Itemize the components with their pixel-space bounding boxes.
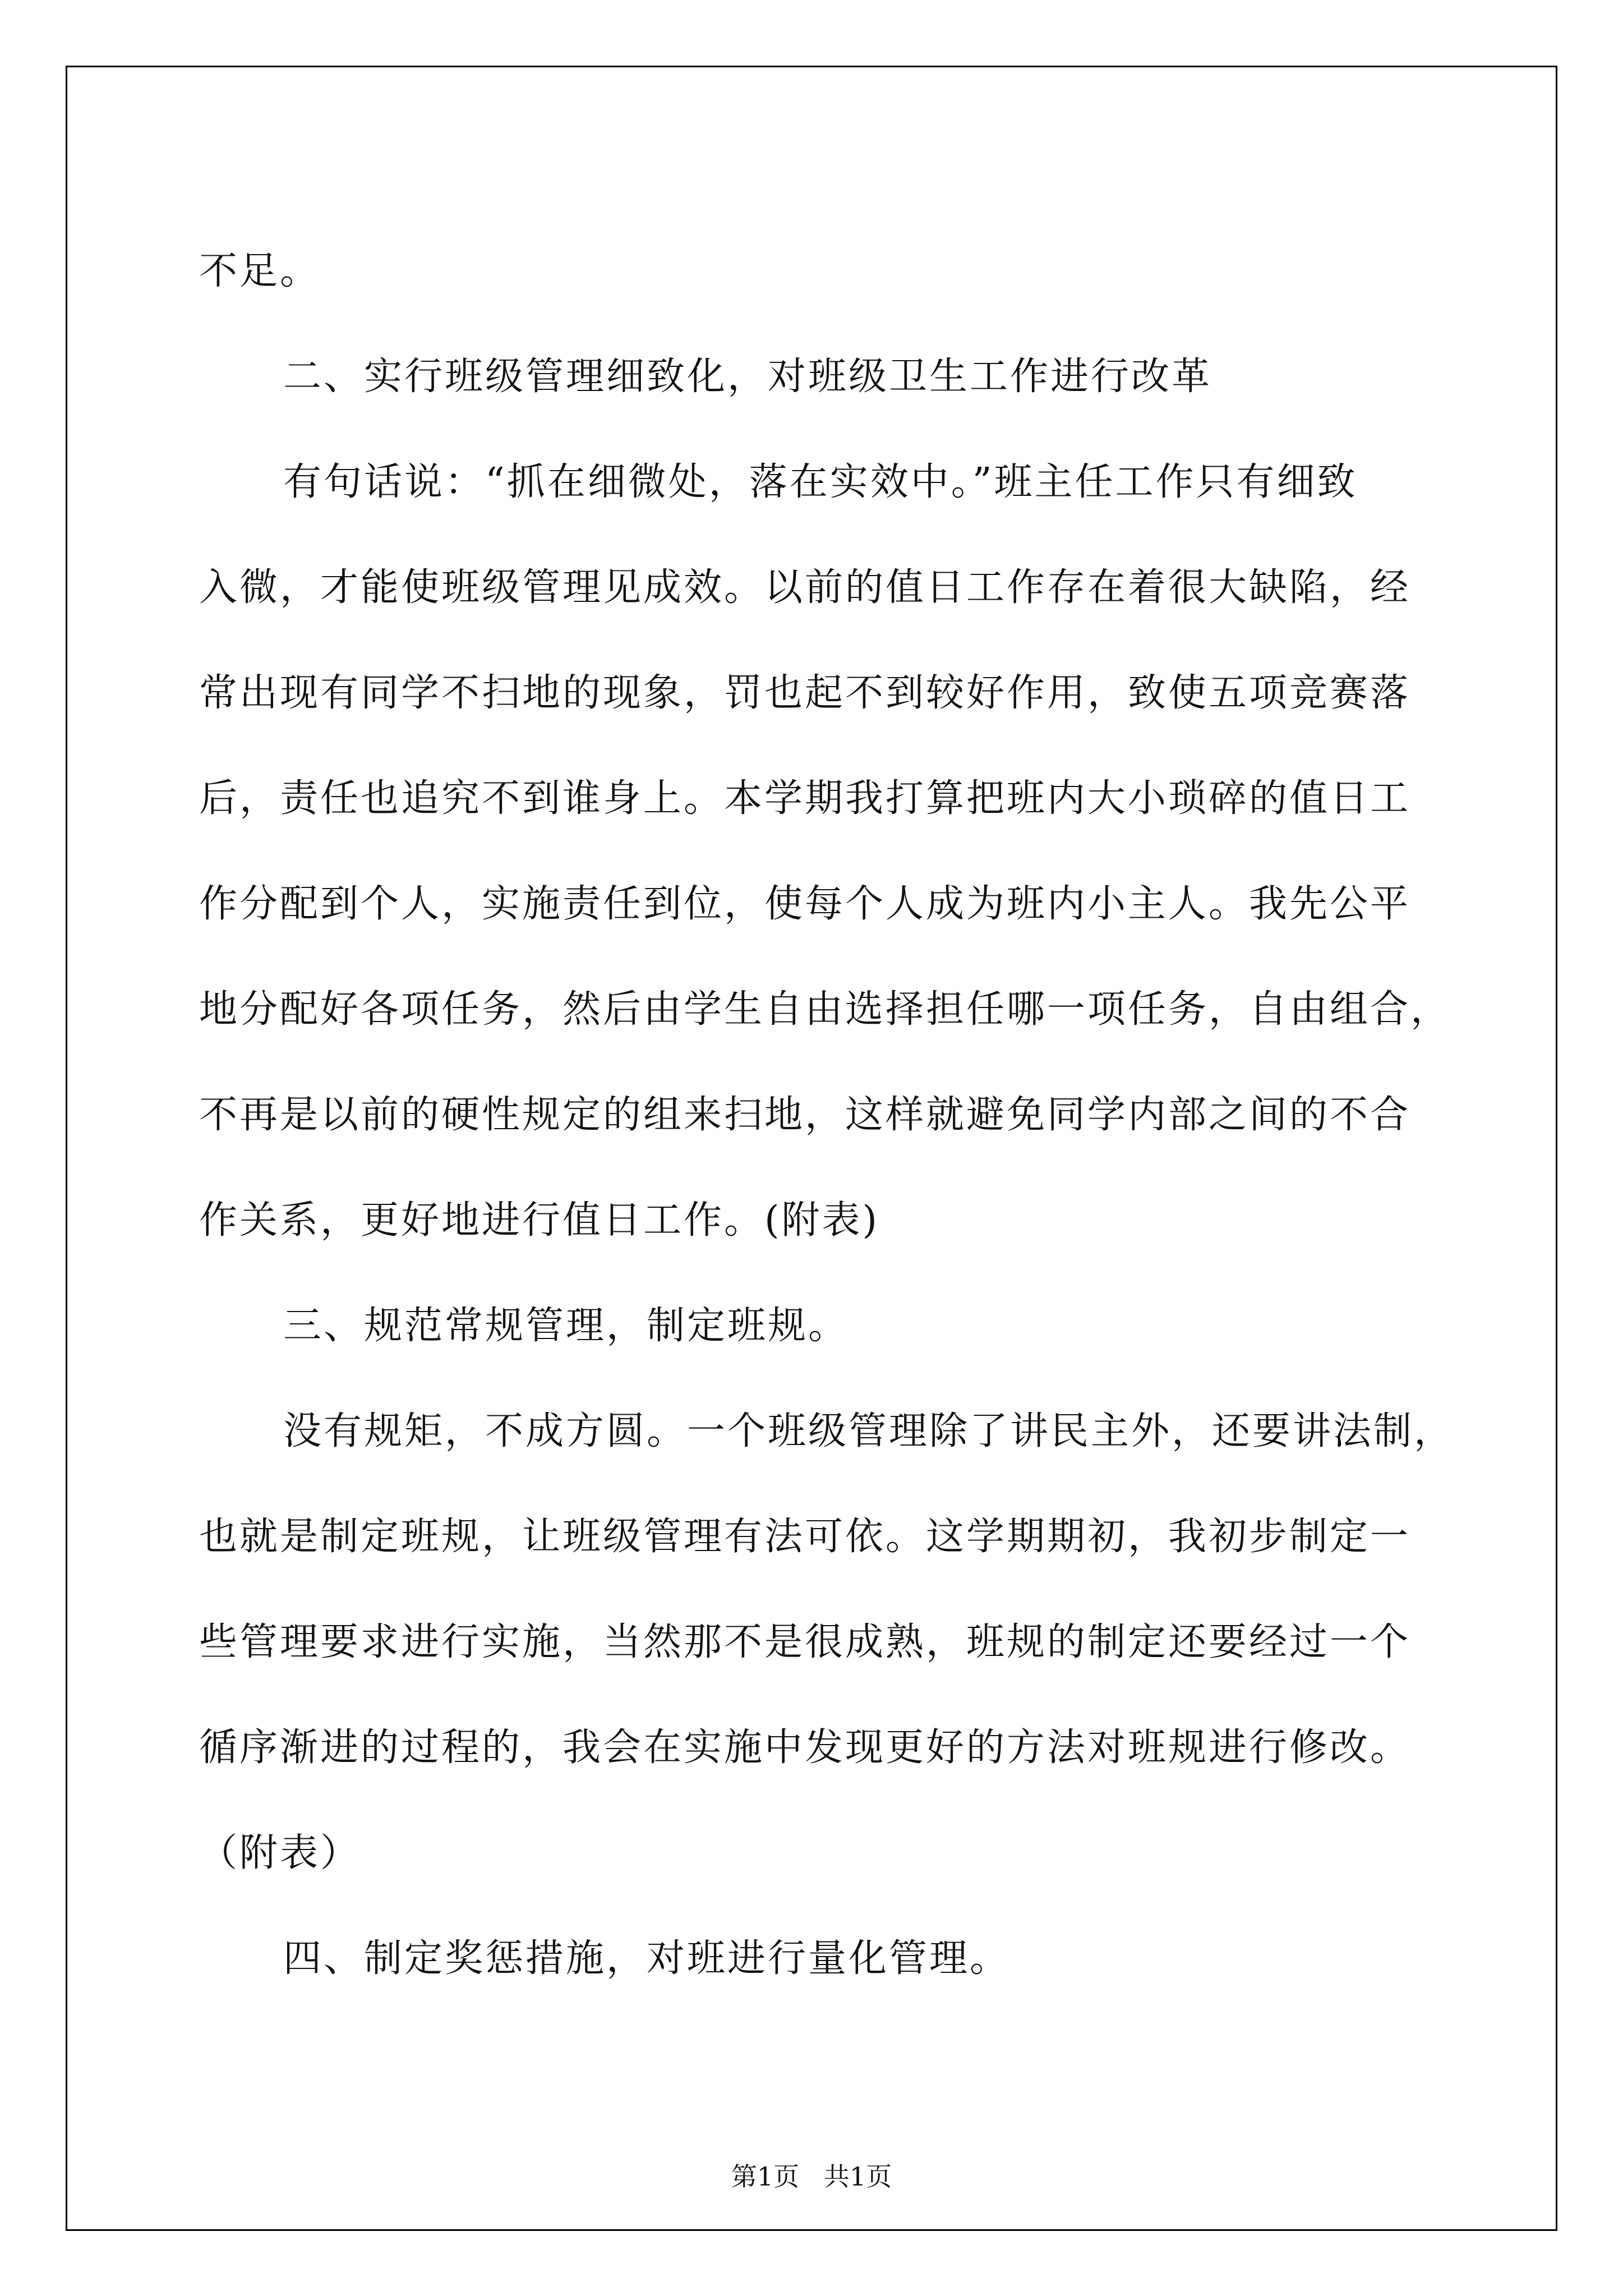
document-body xyxy=(199,219,1455,2012)
section-heading: 二、实行班级管理细致化，对班级卫生工作进行改革 xyxy=(283,355,1212,399)
text-line: 入微，才能使班级管理见成效。以前的值日工作存在着很大缺陷，经 xyxy=(199,565,1411,610)
page-footer: 第1页 共1页 xyxy=(731,2161,892,2192)
text-line: 循序渐进的过程的，我会在实施中发现更好的方法对班规进行修改。 xyxy=(199,1726,1411,1770)
text-line: 常出现有同学不扫地的现象，罚也起不到较好作用，致使五项竞赛落 xyxy=(199,671,1411,715)
text-line: 有句话说：“抓在细微处，落在实效中。”班主任工作只有细致 xyxy=(283,460,1358,504)
text-line: （附表） xyxy=(199,1831,361,1875)
text-line: 作分配到个人，实施责任到位，使每个人成为班内小主人。我先公平 xyxy=(199,882,1411,926)
text-line: 后，责任也追究不到谁身上。本学期我打算把班内大小琐碎的值日工 xyxy=(199,776,1411,821)
text-line: 没有规矩，不成方圆。一个班级管理除了讲民主外，还要讲法制， xyxy=(283,1409,1455,1453)
text-line: 地分配好各项任务，然后由学生自由选择担任哪一项任务，自由组合， xyxy=(199,987,1451,1032)
section-heading: 四、制定奖惩措施，对班进行量化管理。 xyxy=(283,1936,1011,1981)
text-line: 些管理要求进行实施，当然那不是很成熟，班规的制定还要经过一个 xyxy=(199,1620,1411,1664)
section-heading: 三、规范常规管理，制定班规。 xyxy=(283,1304,849,1348)
text-line: 也就是制定班规，让班级管理有法可依。这学期期初，我初步制定一 xyxy=(199,1515,1411,1559)
text-line: 不足。 xyxy=(199,249,321,293)
text-line: 作关系，更好地进行值日工作。(附表) xyxy=(199,1198,880,1243)
text-line: 不再是以前的硬性规定的组来扫地，这样就避免同学内部之间的不合 xyxy=(199,1093,1411,1137)
